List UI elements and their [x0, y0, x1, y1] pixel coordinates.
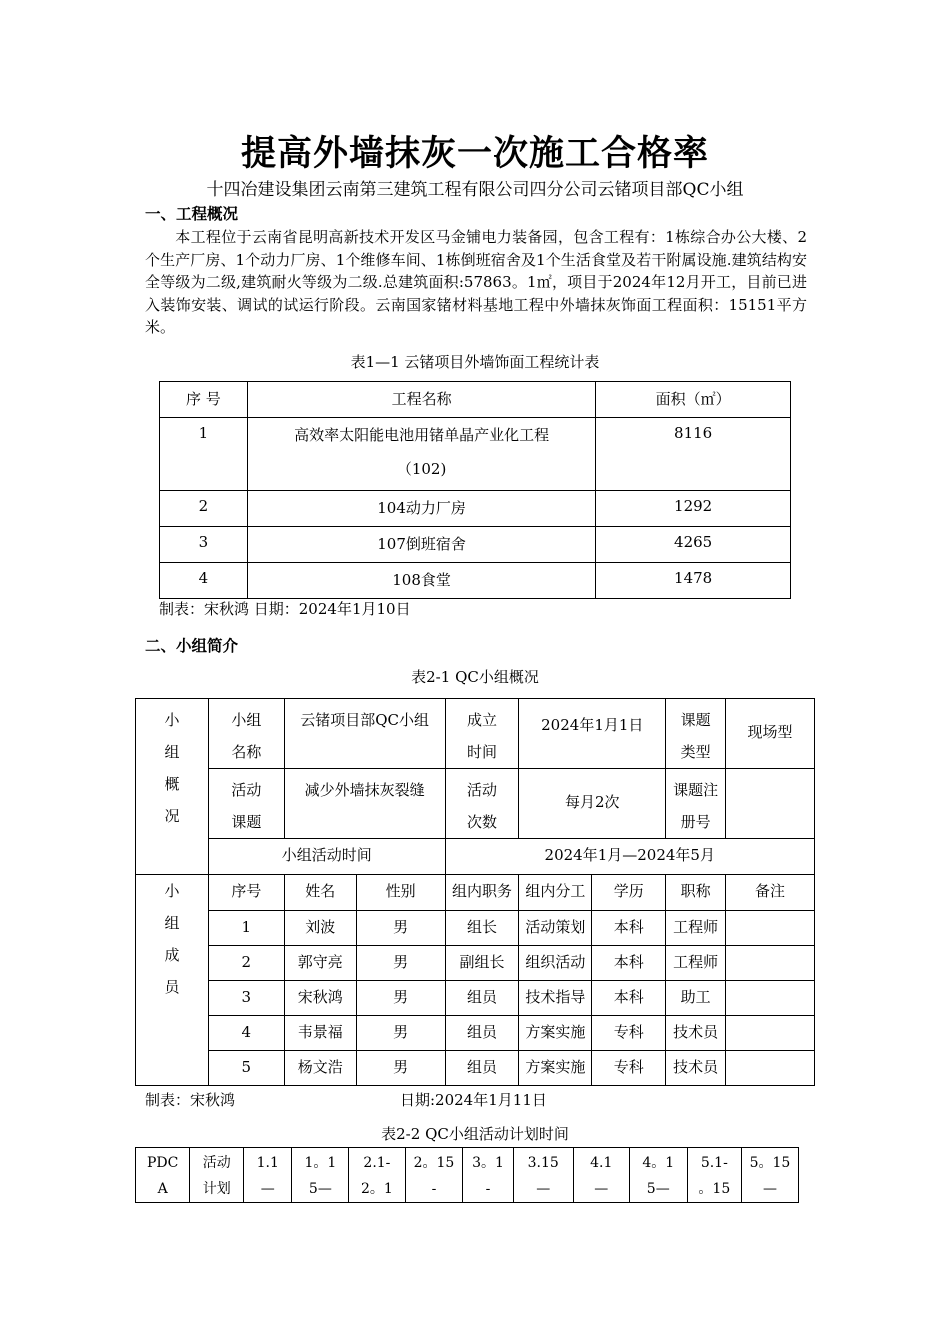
cell-line: 5—: [646, 1181, 670, 1197]
member-index: 1: [208, 911, 284, 946]
table-row: [160, 563, 791, 599]
member-role: 组员: [445, 1016, 519, 1051]
registration-label: [666, 769, 726, 839]
project-name-line-2: （102): [396, 460, 447, 478]
activity-time-value: 2024年1月—2024年5月: [445, 839, 814, 875]
overview-label-char: 小: [164, 711, 180, 729]
topic-type-label: [666, 699, 726, 769]
plan-cell: [405, 1148, 463, 1203]
member-education: 本科: [592, 946, 666, 981]
table-1-note: 制表：宋秋鸿 日期：2024年1月10日: [159, 600, 411, 618]
member-title: 技术员: [666, 1016, 726, 1051]
plan-cell: [687, 1148, 741, 1203]
member-title: 工程师: [666, 946, 726, 981]
member-remark: [726, 981, 815, 1016]
cell-line: 2。1: [361, 1181, 393, 1197]
member-header: 姓名: [284, 875, 356, 911]
member-header: 职称: [666, 875, 726, 911]
registration-value: [726, 769, 815, 839]
member-duty: 方案实施: [519, 1016, 592, 1051]
label-line: 名称: [231, 743, 262, 761]
cell-line: 1.1: [256, 1155, 279, 1171]
table-2-caption: 表2-1 QC小组概况: [411, 668, 539, 686]
cell-line: 3.15: [527, 1155, 559, 1171]
overview-label-char: 组: [164, 743, 180, 761]
label-line: 小组: [231, 711, 262, 729]
member-duty: 组织活动: [519, 946, 592, 981]
row-project-name: 107倒班宿舍: [247, 527, 595, 563]
row-index: 3: [160, 527, 248, 563]
label-line: 活动: [466, 781, 497, 799]
member-role: 组员: [445, 981, 519, 1016]
plan-cell: [190, 1148, 244, 1203]
member-gender: 男: [356, 946, 445, 981]
member-header: 性别: [356, 875, 445, 911]
founded-label: [445, 699, 519, 769]
member-gender: 男: [356, 1051, 445, 1086]
member-index: 2: [208, 946, 284, 981]
member-duty: 活动策划: [519, 911, 592, 946]
row-project-name: 108食堂: [247, 563, 595, 599]
cell-line: 2。15: [413, 1155, 455, 1171]
plan-cell: [573, 1148, 629, 1203]
member-index: 4: [208, 1016, 284, 1051]
activity-count-label: [445, 769, 519, 839]
plan-cell: [244, 1148, 292, 1203]
member-remark: [726, 946, 815, 981]
plan-cell: [513, 1148, 573, 1203]
row-area: 1478: [596, 563, 791, 599]
cell-line: —: [536, 1181, 551, 1197]
member-gender: 男: [356, 1016, 445, 1051]
header-project-name: 工程名称: [247, 382, 595, 418]
cell-line: -: [485, 1181, 491, 1197]
member-row: [136, 946, 815, 981]
members-label-char: 员: [164, 978, 180, 996]
project-overview-paragraph: [145, 226, 807, 339]
row-project-name: 104动力厂房: [247, 491, 595, 527]
plan-row: [136, 1148, 799, 1203]
plan-cell: [741, 1148, 798, 1203]
label-line: 课题: [231, 813, 262, 831]
paragraph-text: 本工程位于云南省昆明高新技术开发区马金铺电力装备园，包含工程有：1栋综合办公大楼、2个生产厂房、1个动力厂房、1个维修车间、1栋倒班宿舍及1个生活食堂及若干附属设施.建筑结构安全等级为二级,建筑耐火等级为二级.总建筑面积:57863。1㎡，项目于2024年12月开工，目前已进入装饰安装、调试的试运行阶段。云南国家锗材料基地工程中外墙抹灰饰面工程面积：15151平方米。: [145, 228, 807, 336]
member-title: 工程师: [666, 911, 726, 946]
cell-line: -: [431, 1181, 437, 1197]
member-duty: 技术指导: [519, 981, 592, 1016]
label-line: 类型: [680, 743, 711, 761]
label-line: 活动: [231, 781, 262, 799]
cell-line: —: [762, 1181, 777, 1197]
member-education: 专科: [592, 1051, 666, 1086]
table-row: [160, 491, 791, 527]
row-area: 4265: [596, 527, 791, 563]
row-area: 1292: [596, 491, 791, 527]
cell-line: A: [157, 1181, 168, 1197]
cell-line: —: [594, 1181, 609, 1197]
cell-line: 5—: [308, 1181, 332, 1197]
row-index: 2: [160, 491, 248, 527]
project-name-line-1: 高效率太阳能电池用锗单晶产业化工程: [294, 426, 550, 444]
cell-line: 4。1: [642, 1155, 675, 1171]
member-row: [136, 1016, 815, 1051]
member-role: 组长: [445, 911, 519, 946]
plan-cell: [463, 1148, 513, 1203]
document-title: 提高外墙抹灰一次施工合格率: [240, 133, 709, 174]
table-3-caption: 表2-2 QC小组活动计划时间: [381, 1125, 569, 1143]
activity-topic-value: 减少外墙抹灰裂缝: [284, 769, 445, 839]
table-header-row: [160, 382, 791, 418]
plan-cell: [292, 1148, 349, 1203]
member-education: 专科: [592, 1016, 666, 1051]
member-row: [136, 1051, 815, 1086]
member-index: 3: [208, 981, 284, 1016]
table-2-note-author: 制表：宋秋鸿: [145, 1091, 236, 1109]
member-gender: 男: [356, 981, 445, 1016]
cell-line: 。15: [698, 1181, 731, 1197]
overview-label-char: 况: [164, 807, 180, 825]
activity-plan-table: [135, 1147, 799, 1203]
label-line: 课题注: [673, 781, 719, 799]
label-line: 成立: [466, 711, 497, 729]
member-title: 助工: [666, 981, 726, 1016]
cell-line: 2.1-: [363, 1155, 391, 1171]
overview-label-char: 概: [164, 775, 180, 793]
row-project-name: [247, 418, 595, 491]
plan-cell: [136, 1148, 190, 1203]
member-remark: [726, 1051, 815, 1086]
table-1-caption: 表1—1 云锗项目外墙饰面工程统计表: [350, 353, 600, 371]
label-line: 次数: [466, 813, 497, 831]
member-name: 杨文浩: [284, 1051, 356, 1086]
qc-group-table: [135, 698, 815, 1086]
member-gender: 男: [356, 911, 445, 946]
cell-line: 1。1: [304, 1155, 337, 1171]
table-row: [160, 418, 791, 491]
table-2-note-date: 日期:2024年1月11日: [400, 1091, 547, 1109]
activity-topic-label: [208, 769, 284, 839]
members-label: [136, 875, 209, 1086]
activity-time-label: 小组活动时间: [208, 839, 445, 875]
member-name: 郭守亮: [284, 946, 356, 981]
label-line: 时间: [466, 743, 497, 761]
member-duty: 方案实施: [519, 1051, 592, 1086]
group-name-label: [208, 699, 284, 769]
founded-value: 2024年1月1日: [519, 699, 666, 769]
activity-count-value: 每月2次: [519, 769, 666, 839]
member-header: 学历: [592, 875, 666, 911]
facade-statistics-table: [159, 381, 791, 599]
cell-line: 计划: [202, 1181, 231, 1197]
label-line: 课题: [680, 711, 711, 729]
cell-line: PDC: [146, 1155, 179, 1171]
member-role: 副组长: [445, 946, 519, 981]
member-name: 宋秋鸿: [284, 981, 356, 1016]
member-remark: [726, 1016, 815, 1051]
member-header: 组内职务: [445, 875, 519, 911]
member-header: 组内分工: [519, 875, 592, 911]
row-index: 1: [160, 418, 248, 491]
table-row: [160, 527, 791, 563]
cell-line: 5.1-: [700, 1155, 728, 1171]
member-education: 本科: [592, 981, 666, 1016]
header-index: 序 号: [160, 382, 248, 418]
members-label-char: 组: [164, 914, 180, 932]
member-role: 组员: [445, 1051, 519, 1086]
member-row: [136, 981, 815, 1016]
cell-line: 3。1: [472, 1155, 504, 1171]
members-label-char: 成: [164, 946, 180, 964]
cell-line: 4.1: [590, 1155, 613, 1171]
plan-cell: [629, 1148, 687, 1203]
row-index: 4: [160, 563, 248, 599]
cell-line: —: [260, 1181, 275, 1197]
member-header: 序号: [208, 875, 284, 911]
member-header: 备注: [726, 875, 815, 911]
member-education: 本科: [592, 911, 666, 946]
topic-type-value: 现场型: [726, 699, 815, 769]
section-2-heading: 二、小组简介: [145, 636, 239, 655]
cell-line: 5。15: [749, 1155, 791, 1171]
section-1-heading: 一、工程概况: [145, 204, 239, 223]
member-name: 韦景福: [284, 1016, 356, 1051]
member-row: [136, 911, 815, 946]
row-area: 8116: [596, 418, 791, 491]
plan-cell: [349, 1148, 405, 1203]
document-subtitle: 十四冶建设集团云南第三建筑工程有限公司四分公司云锗项目部QC小组: [206, 180, 744, 200]
member-index: 5: [208, 1051, 284, 1086]
member-name: 刘波: [284, 911, 356, 946]
member-title: 技术员: [666, 1051, 726, 1086]
member-remark: [726, 911, 815, 946]
header-area: 面积（㎡）: [596, 382, 791, 418]
members-label-char: 小: [164, 882, 180, 900]
cell-line: 活动: [202, 1155, 231, 1171]
label-line: 册号: [680, 813, 711, 831]
group-name-value: 云锗项目部QC小组: [284, 699, 445, 769]
overview-label: [136, 699, 209, 875]
